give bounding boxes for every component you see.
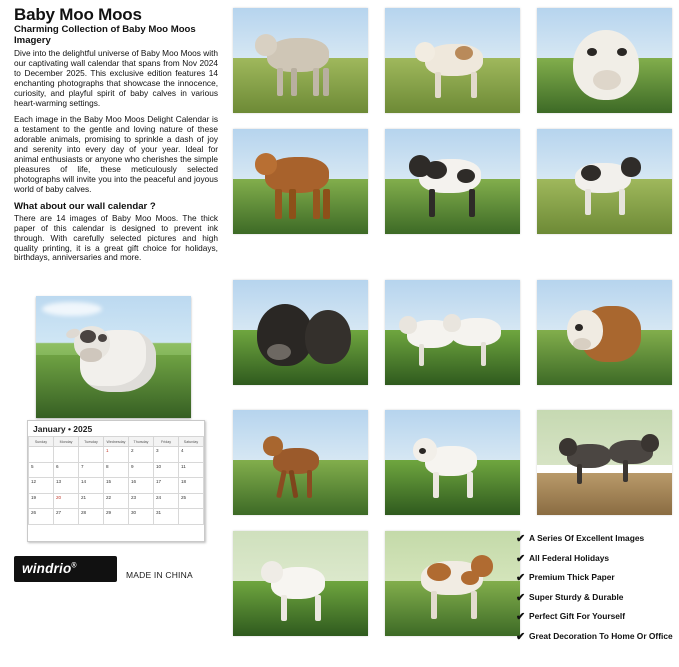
feature-item — [516, 593, 676, 605]
calf-muzzle-shape — [80, 348, 102, 362]
animal-head — [305, 310, 351, 364]
calendar-weekday: Sunday — [29, 437, 54, 447]
animal-head — [641, 434, 659, 452]
calendar-weekday: Monday — [54, 437, 79, 447]
animal-leg — [469, 189, 475, 217]
calendar-weekday: Wednesday — [104, 437, 129, 447]
photo-lambs-pair-meadow — [385, 280, 520, 385]
animal-marking — [427, 563, 451, 581]
ground-region — [537, 473, 672, 515]
animal-leg — [281, 595, 287, 621]
animal-leg — [433, 472, 439, 498]
calendar-weekday: Tuesday — [79, 437, 104, 447]
animal-leg — [577, 464, 582, 484]
photo-calf-brown-white-standing — [385, 531, 520, 636]
photo-goat-kid-white-standing — [385, 410, 520, 515]
animal-head — [399, 316, 417, 334]
animal-marking — [581, 165, 601, 181]
calendar-header-row — [29, 437, 204, 447]
animal-muzzle — [267, 344, 291, 360]
calendar-week-row — [29, 493, 204, 509]
animal-head — [559, 438, 577, 456]
photo-calf-white-brown-grass — [385, 8, 520, 113]
calendar-day-cell: 6 — [54, 462, 79, 478]
feature-label: All Federal Holidays — [529, 552, 610, 563]
calendar-day-cell: 2 — [129, 447, 154, 463]
animal-leg — [429, 189, 435, 217]
calendar-day-cell: 22 — [104, 493, 129, 509]
registered-mark-icon: ® — [71, 562, 77, 570]
calendar-day-cell: 29 — [104, 509, 129, 525]
description-paragraph-3: There are 14 images of Baby Moo Moos. The thick paper of this calendar is designed to prevent ink through. With carefully selected pictures and high quality printing, it is a great gift choice for holidays, birthdays, anniversaries and more. — [14, 212, 218, 263]
calendar-day-cell: 10 — [154, 462, 179, 478]
made-in-label: MADE IN CHINA — [126, 570, 193, 580]
animal-leg — [313, 68, 319, 96]
calendar-weekday: Thursday — [129, 437, 154, 447]
feature-item — [516, 632, 676, 644]
calendar-day-cell: 3 — [154, 447, 179, 463]
animal-leg — [307, 470, 312, 498]
animal-leg — [619, 189, 625, 215]
calendar-day-cell — [79, 447, 104, 463]
calendar-cover-photo — [36, 296, 191, 418]
calf-spot-shape — [80, 330, 96, 343]
photo-lamb-white-daisies — [233, 531, 368, 636]
calendar-day-cell — [54, 447, 79, 463]
calendar-day-cell: 18 — [179, 478, 204, 494]
photo-calf-white-face-closeup — [537, 8, 672, 113]
animal-leg — [471, 72, 477, 98]
calendar-day-cell: 30 — [129, 509, 154, 525]
feature-list — [516, 534, 676, 651]
feature-label: Perfect Gift For Yourself — [529, 611, 626, 622]
animal-leg — [275, 189, 282, 219]
feature-item — [516, 612, 676, 624]
page-title: Baby Moo Moos — [14, 5, 142, 24]
calendar-day-cell: 28 — [79, 509, 104, 525]
calendar-day-cell: 13 — [54, 478, 79, 494]
photo-calf-holstein-black-white — [385, 129, 520, 234]
animal-eye — [587, 48, 597, 56]
animal-leg — [277, 68, 283, 96]
calendar-day-cell: 24 — [154, 493, 179, 509]
calendar-day-cell: 11 — [179, 462, 204, 478]
animal-leg — [435, 72, 441, 98]
calendar-day-cell: 5 — [29, 462, 54, 478]
animal-leg — [623, 460, 628, 482]
calendar-week-row — [29, 509, 204, 525]
calendar-day-cell: 25 — [179, 493, 204, 509]
photo-calf-black-closeup-pair — [233, 280, 368, 385]
calendar-day-cell: 31 — [154, 509, 179, 525]
animal-head — [471, 555, 493, 577]
animal-leg — [313, 189, 320, 219]
photo-goat-kid-black-white — [537, 129, 672, 234]
calendar-weekday: Saturday — [179, 437, 204, 447]
calendar-week-row — [29, 447, 204, 463]
feature-item — [516, 573, 676, 585]
calendar-day-cell: 12 — [29, 478, 54, 494]
check-icon: ✔ — [516, 552, 526, 565]
description-column — [14, 6, 218, 269]
calendar-day-cell: 4 — [179, 447, 204, 463]
photo-goat-kid-brown-jumping — [233, 410, 368, 515]
calendar-table — [28, 436, 204, 525]
description-paragraph-1: Dive into the delightful universe of Baby Moo Moos with our captivating wall calendar that spans from Nov 2024 to December 2025. This exclusive edition features 14 enchanting photographs that showcase the innocence, curiosity, and playful spirit of baby calves in various heart-warming settings. — [14, 48, 218, 109]
feature-label: Premium Thick Paper — [529, 572, 615, 583]
check-icon: ✔ — [516, 572, 526, 585]
calendar-day-cell — [29, 447, 54, 463]
animal-leg — [431, 591, 437, 619]
feature-label: A Series Of Excellent Images — [529, 533, 645, 543]
calendar-day-cell: 7 — [79, 462, 104, 478]
calf-spot-shape — [98, 334, 107, 342]
animal-marking — [457, 169, 475, 183]
animal-head — [415, 42, 435, 62]
calendar-day-cell: 14 — [79, 478, 104, 494]
calendar-day-cell: 20 — [54, 493, 79, 509]
check-icon: ✔ — [516, 533, 526, 545]
calendar-weekday: Friday — [154, 437, 179, 447]
calendar-day-cell: 26 — [29, 509, 54, 525]
animal-head — [261, 561, 283, 583]
feature-item — [516, 534, 676, 546]
feature-label: Super Sturdy & Durable — [529, 591, 624, 602]
calendar-month-label: January • 2025 — [33, 424, 93, 434]
calendar-day-cell: 23 — [129, 493, 154, 509]
calendar-day-cell: 9 — [129, 462, 154, 478]
animal-leg — [585, 189, 591, 215]
animal-muzzle — [573, 338, 591, 350]
animal-head — [255, 34, 277, 56]
brand-logo — [14, 556, 117, 582]
calendar-day-cell: 17 — [154, 478, 179, 494]
animal-leg — [323, 189, 330, 219]
page-subtitle: Charming Collection of Baby Moo Moos Imagery — [14, 23, 196, 46]
animal-leg — [419, 344, 424, 366]
calendar-week-row — [29, 462, 204, 478]
animal-leg — [323, 68, 329, 96]
feature-label: Great Decoration To Home Or Office — [529, 630, 673, 641]
animal-head — [263, 436, 283, 456]
description-paragraph-2: Each image in the Baby Moo Moos Delight Calendar is a testament to the gentle and loving nature of these adorable animals, promising to sprinkle a dash of joy and serenity into every day of your year. Ideal for animal enthusiasts or anyone who cherishes the simple pleasures of life, these meticulously selected photographs will invite you into the peaceful and joyous world of baby calves. — [14, 114, 218, 194]
animal-muzzle — [593, 70, 621, 90]
check-icon: ✔ — [516, 591, 526, 604]
calendar-day-cell: 16 — [129, 478, 154, 494]
animal-head — [621, 157, 641, 177]
calendar-day-cell: 15 — [104, 478, 129, 494]
animal-leg — [315, 595, 321, 621]
photo-calf-brown-white-face — [537, 280, 672, 385]
calendar-day-cell: 19 — [29, 493, 54, 509]
brand-name — [14, 556, 117, 576]
animal-eye — [617, 48, 627, 56]
photo-calf-standing-field — [233, 8, 368, 113]
cloud-shape — [42, 302, 102, 316]
animal-head — [443, 314, 461, 332]
animal-leg — [291, 68, 297, 96]
feature-item — [516, 554, 676, 566]
animal-leg — [467, 472, 473, 498]
calendar-day-cell: 27 — [54, 509, 79, 525]
animal-leg — [481, 342, 486, 366]
animal-leg — [471, 591, 477, 619]
animal-leg — [289, 189, 296, 219]
animal-marking — [455, 46, 473, 60]
check-icon: ✔ — [516, 611, 526, 624]
calendar-month-page — [27, 420, 205, 542]
calendar-day-cell: 21 — [79, 493, 104, 509]
photo-goat-kids-playing-rock — [537, 410, 672, 515]
brand-word: windrio — [22, 561, 72, 576]
animal-head — [409, 155, 431, 177]
animal-eye — [575, 324, 583, 331]
animal-eye — [419, 448, 426, 454]
calendar-day-cell: 1 — [104, 447, 129, 463]
section-heading: What about our wall calendar ? — [14, 200, 156, 212]
calendar-day-cell — [179, 509, 204, 525]
animal-head — [255, 153, 277, 175]
photo-calf-brown-standing — [233, 129, 368, 234]
calendar-week-row — [29, 478, 204, 494]
check-icon: ✔ — [516, 630, 526, 643]
calendar-day-cell: 8 — [104, 462, 129, 478]
